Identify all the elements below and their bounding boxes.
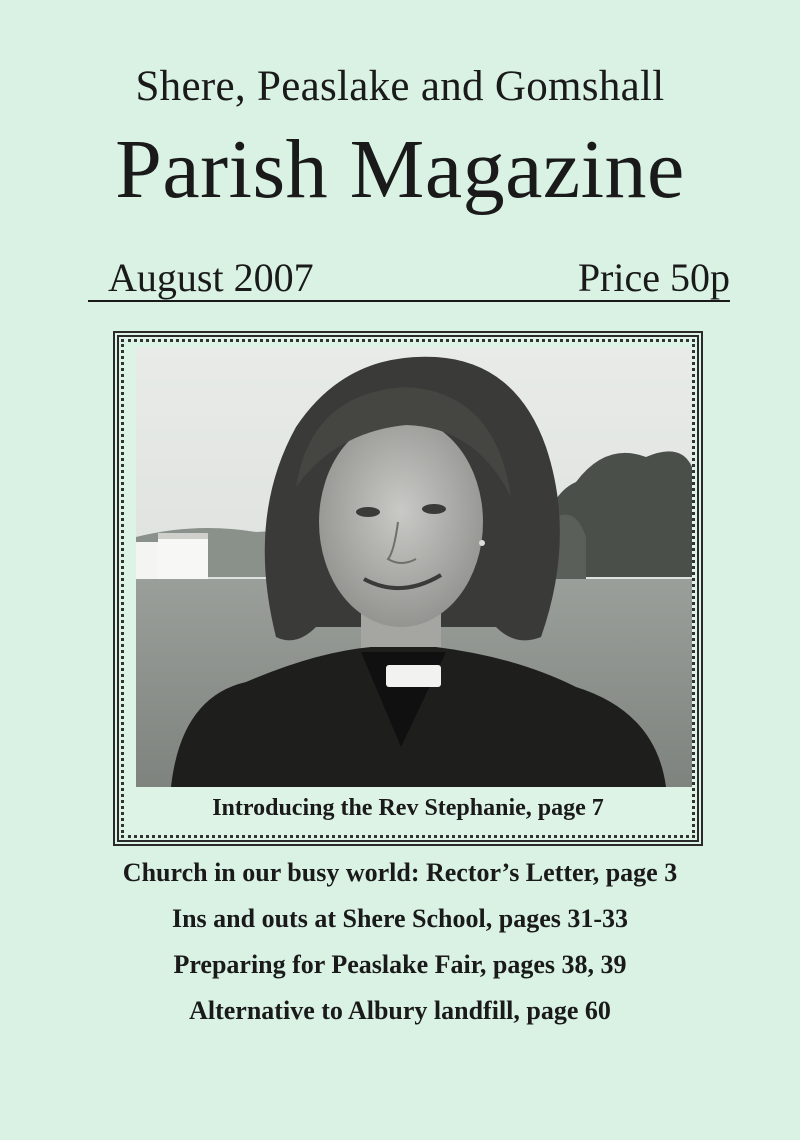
cover-headlines [0, 860, 800, 1044]
issue-date: August 2007 [108, 255, 314, 300]
cover-photo-frame [113, 331, 703, 846]
magazine-title: Parish Magazine [115, 123, 685, 216]
portrait-image [136, 347, 692, 787]
headline-shere-school: Ins and outs at Shere School, pages 31-33 [171, 904, 629, 933]
headline-peaslake-fair: Preparing for Peaslake Fair, pages 38, 39 [173, 950, 627, 979]
cover-photo [136, 347, 692, 787]
issue-info-bar [88, 254, 730, 302]
headline-albury-landfill: Alternative to Albury landfill, page 60 [189, 996, 611, 1025]
photo-caption: Introducing the Rev Stephanie, page 7 [212, 795, 604, 821]
headline-rectors-letter: Church in our busy world: Rector’s Letter, page 3 [122, 858, 678, 887]
issue-price: Price 50p [577, 255, 730, 300]
parish-names: Shere, Peaslake and Gomshall [135, 63, 665, 110]
